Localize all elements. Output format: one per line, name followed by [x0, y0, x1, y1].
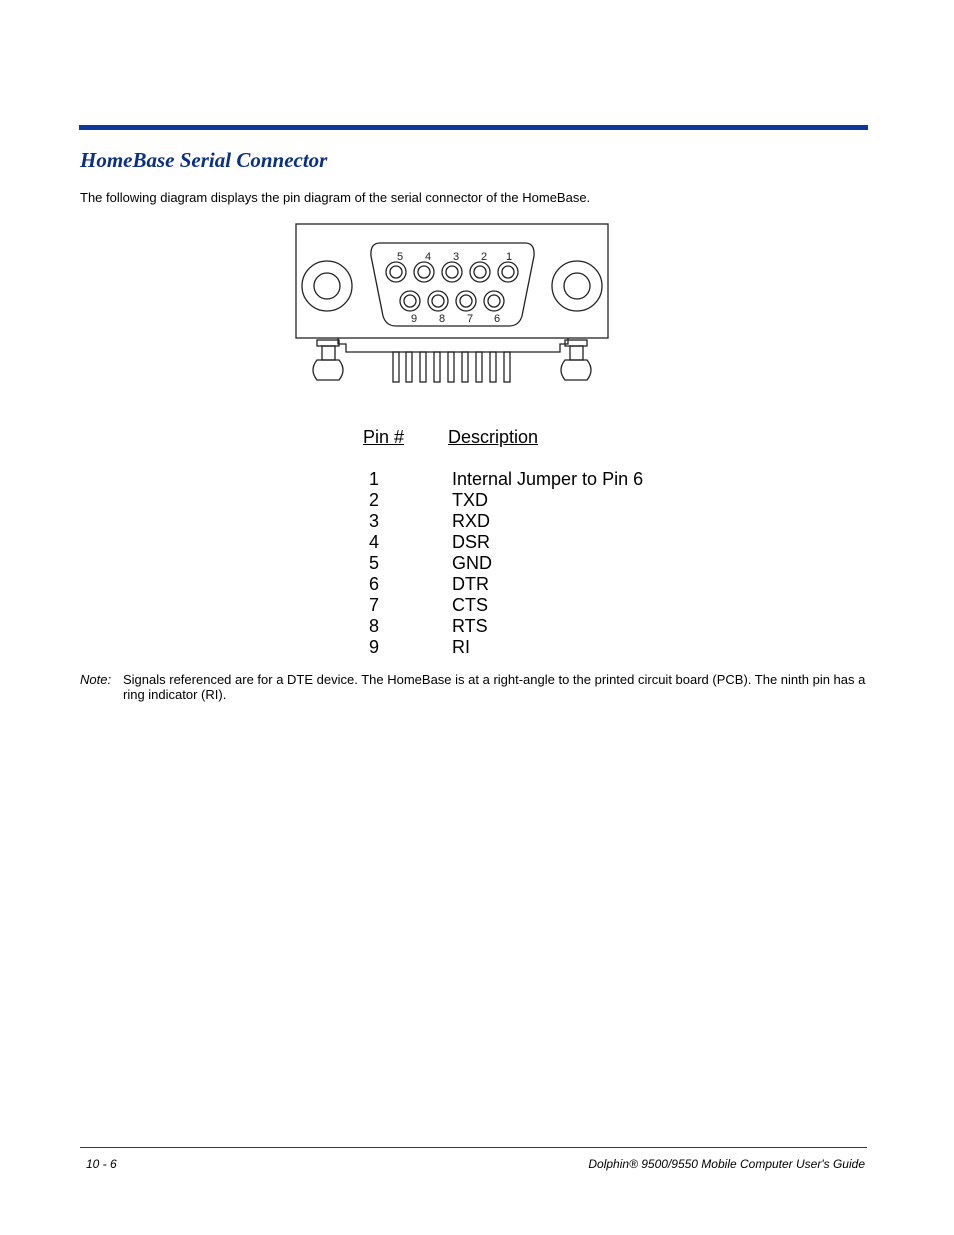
pin-number: 8: [369, 616, 380, 636]
pin-label-3: 3: [452, 251, 460, 263]
right-mount-hole: [552, 261, 602, 311]
guide-title: Dolphin® 9500/9550 Mobile Computer User's Guide: [588, 1157, 865, 1171]
pin-table-header: [363, 427, 663, 451]
note-label: Note:: [80, 672, 112, 687]
pin-label-8: 8: [438, 313, 446, 325]
pin-number: 4: [369, 532, 380, 552]
pin-description: DSR: [452, 532, 491, 552]
footer-rule: [80, 1147, 867, 1148]
pin-label-4: 4: [424, 251, 432, 263]
pin-number: 3: [369, 511, 380, 531]
pin-description: Internal Jumper to Pin 6: [452, 469, 644, 489]
pin-description: TXD: [452, 490, 488, 510]
top-rule: [79, 125, 868, 130]
pin-label-7: 7: [466, 313, 474, 325]
pin-row: [363, 637, 683, 658]
pin-description: RXD: [452, 511, 491, 531]
pin-row: [363, 574, 683, 595]
pin-label-1: 1: [505, 251, 513, 263]
pin-number: 6: [369, 574, 380, 594]
connector-flange: [296, 224, 608, 338]
pin-description: CTS: [452, 595, 488, 615]
intro-paragraph: The following diagram displays the pin diagram of the serial connector of the HomeBase.: [80, 190, 591, 205]
pin-row: [363, 616, 683, 637]
pin-number: 5: [369, 553, 380, 573]
pin-row: [363, 595, 683, 616]
pin-description: RTS: [452, 616, 488, 636]
left-mount-hole: [302, 261, 352, 311]
bottom-pin-row: [400, 291, 504, 311]
pin-description: RI: [452, 637, 470, 657]
note-text: Signals referenced are for a DTE device. The HomeBase is at a right-angle to the printed circuit board (PCB). The ninth pin has a ring indicator (RI).: [123, 672, 866, 702]
pin-label-5: 5: [396, 251, 404, 263]
pin-label-2: 2: [480, 251, 488, 263]
top-pin-row: [386, 262, 518, 282]
pin-description: DTR: [452, 574, 489, 594]
header-pin: Pin #: [363, 427, 405, 447]
pin-row: [363, 469, 683, 490]
pin-row: [363, 532, 683, 553]
pin-label-6: 6: [493, 313, 501, 325]
pin-number: 1: [369, 469, 380, 489]
pin-number: 2: [369, 490, 380, 510]
pin-number: 9: [369, 637, 380, 657]
header-description: Description: [448, 427, 539, 447]
pin-row: [363, 553, 683, 574]
pin-description: GND: [452, 553, 492, 573]
pin-label-9: 9: [410, 313, 418, 325]
serial-connector-diagram: [290, 218, 620, 390]
pin-row: [363, 490, 683, 511]
section-heading: HomeBase Serial Connector: [80, 148, 328, 172]
pin-number: 7: [369, 595, 380, 615]
page-number: 10 - 6: [86, 1157, 117, 1171]
pin-row: [363, 511, 683, 532]
